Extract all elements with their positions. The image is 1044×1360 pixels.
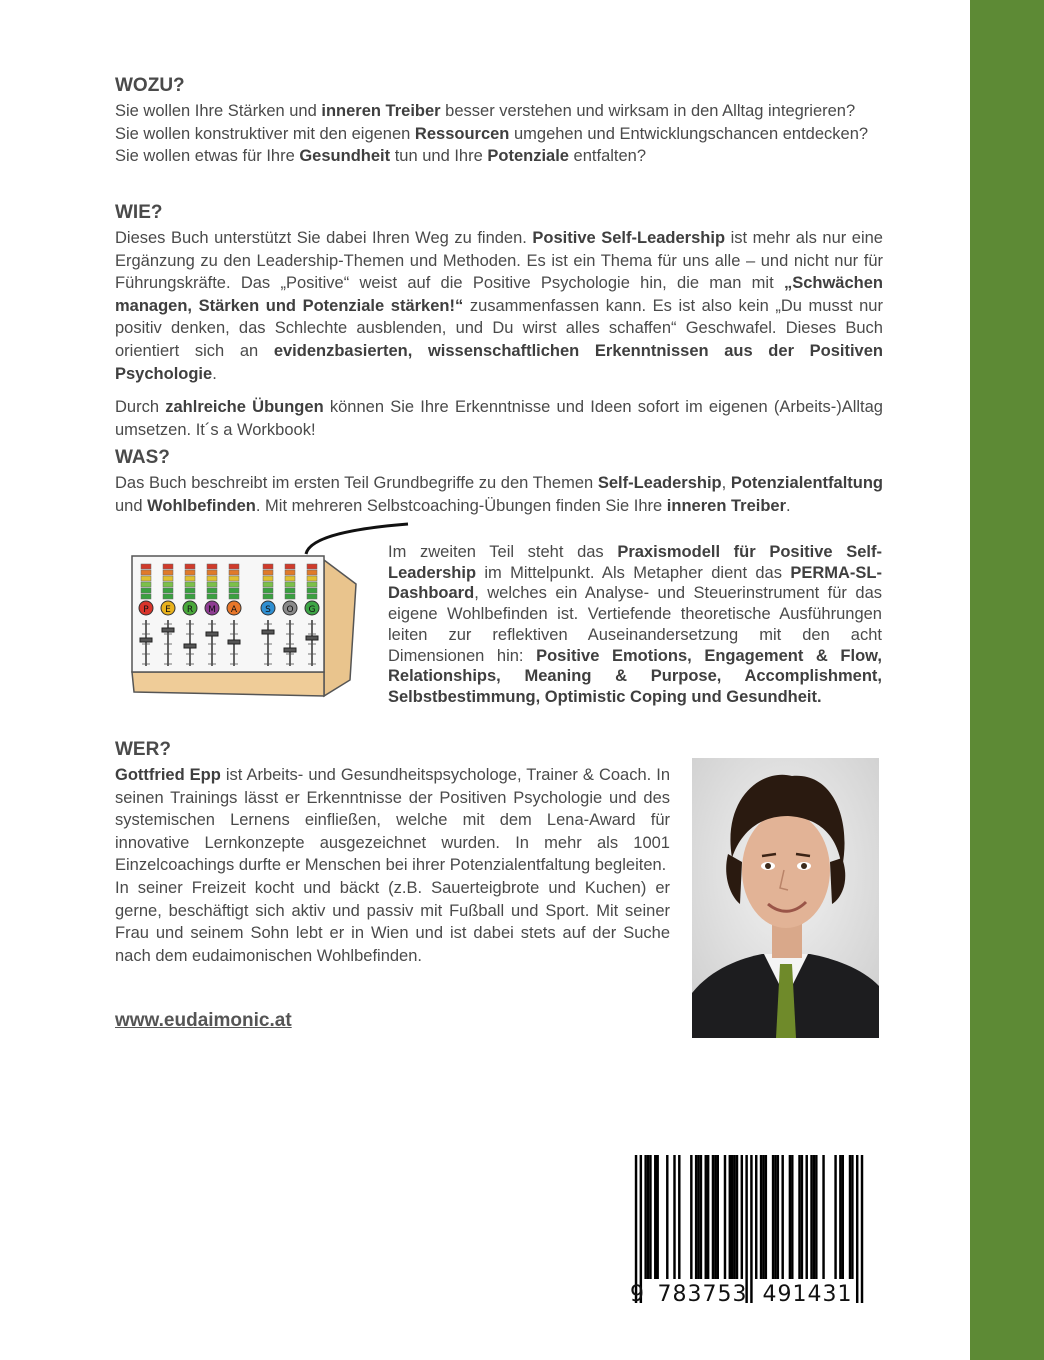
barcode-bar (842, 1155, 844, 1279)
barcode-bar (640, 1155, 642, 1303)
barcode-bar (805, 1155, 807, 1279)
isbn-first-digit: 9 (630, 1282, 645, 1307)
isbn-number (630, 1282, 868, 1307)
barcode-bar (714, 1155, 716, 1279)
barcode-bar (712, 1155, 714, 1279)
barcode-bar (656, 1155, 658, 1279)
heading-wozu: WOZU? (115, 75, 185, 96)
heading-wer: WER? (115, 739, 171, 760)
website-link[interactable]: www.eudaimonic.at (115, 1010, 292, 1031)
barcode-bar (861, 1155, 863, 1303)
barcode-bar (772, 1155, 774, 1279)
barcode-bar (801, 1155, 803, 1279)
barcode-bar (697, 1155, 699, 1279)
barcode-bar (834, 1155, 836, 1279)
svg-text:R: R (186, 605, 194, 615)
author-photo (692, 758, 879, 1038)
wozu-line-3: Sie wollen etwas für Ihre Gesundheit tun und Ihre Potenziale entfalten? (115, 147, 647, 166)
svg-text:G: G (308, 605, 316, 615)
barcode-bar (707, 1155, 709, 1279)
barcode-bar (741, 1155, 743, 1279)
barcode-bar (755, 1155, 757, 1279)
barcode-bar (822, 1155, 824, 1279)
section-wozu (115, 74, 883, 168)
barcode-bar (856, 1155, 858, 1303)
perma-sl-dashboard-illustration (128, 520, 418, 700)
section-was (115, 446, 883, 517)
was-paragraph-2: Im zweiten Teil steht das Praxismodell für Positive Self-Leadership im Mittelpunkt. Als Metapher dient das PERMA-SL-Dashboard, welches ein Analyse- und Steuerinstrument für das eigene Wohlbefinden ist. Vertiefende theoretische Ausführungen leiten zur reflektiven Auseinandersetzung mit den acht Dimensionen hin: Positive Emotions, Engagement & Flow, Relationships, Meaning & Purpose, Accomplishment, Selbstbestimmung, Optimistic Coping und Gesundheit. (388, 543, 882, 706)
barcode-bar (762, 1155, 764, 1279)
barcode-bar (839, 1155, 841, 1279)
barcode-bar (635, 1155, 637, 1303)
barcode-bar (736, 1155, 738, 1279)
barcode-bar (717, 1155, 719, 1279)
svg-text:E: E (165, 605, 171, 615)
barcode-bar (673, 1155, 675, 1279)
barcode-bar (724, 1155, 726, 1279)
barcode-bar (745, 1155, 747, 1303)
was-paragraph-1: Das Buch beschreibt im ersten Teil Grundbegriffe zu den Themen Self-Leadership, Potenzialentfaltung und Wohlbefinden. Mit mehreren Selbstcoaching-Übungen finden Sie Ihre inneren Treiber. (115, 474, 884, 515)
svg-text:M: M (208, 605, 216, 615)
heading-wie: WIE? (115, 202, 163, 223)
barcode-bar (690, 1155, 692, 1279)
barcode-bar (649, 1155, 651, 1279)
barcode-bar (733, 1155, 735, 1279)
section-wie (115, 201, 883, 441)
heading-was: WAS? (115, 447, 170, 468)
barcode-bar (851, 1155, 853, 1279)
wie-paragraph-1: Dieses Buch unterstützt Sie dabei Ihren Weg zu finden. Positive Self-Leadership ist mehr als nur eine Ergänzung zu den Leadership-Themen und Methoden. Es ist ein Thema für uns alle – und nicht nur für Führungskräfte. Das „Positive“ weist auf die Positive Psychologie hin, die man mit „Schwächen managen, Stärken und Potenziale stärken!“ zusammenfassen kann. Es ist also kein „Du musst nur positiv denken, das Schlechte ausblenden, und Du wirst alles schaffen“ Geschwafel. Dieses Buch orientiert sich an evidenzbasierten, wissenschaftlichen Erkenntnissen aus der Positiven Psychologie. (115, 229, 883, 383)
barcode-bar (791, 1155, 793, 1279)
barcode-bar (647, 1155, 649, 1279)
wie-paragraph-2: Durch zahlreiche Übungen können Sie Ihre Erkenntnisse und Ideen sofort im eigenen (Arbeits-)Alltag umsetzen. It´s a Workbook! (115, 398, 883, 439)
barcode-bar (789, 1155, 791, 1279)
barcode-bar (695, 1155, 697, 1279)
wozu-line-2: Sie wollen konstruktiver mit den eigenen Ressourcen umgehen und Entwicklungschancen entdecken? (115, 124, 869, 143)
svg-text:S: S (265, 605, 271, 615)
barcode-bar (678, 1155, 680, 1279)
barcode-bar (705, 1155, 707, 1279)
barcode-bar (644, 1155, 646, 1279)
barcode-bar (815, 1155, 817, 1279)
svg-text:O: O (286, 605, 294, 615)
barcode-bar (750, 1155, 752, 1303)
barcode-bar (654, 1155, 656, 1279)
isbn-right-digits: 491431 (762, 1282, 853, 1307)
barcode-bar (777, 1155, 779, 1279)
wer-paragraph-1: Gottfried Epp ist Arbeits- und Gesundheitspsychologe, Trainer & Coach. In seinen Trainings lässt er Erkenntnisse der Positiven Psychologie und des systemischen Lernens einfließen, welche mit dem Lena-Award für innovative Lernkonzepte ausgezeichnet wurden. In mehr als 1001 Einzelcoachings durfte er Menschen bei ihrer Potenzialentfaltung begleiten. (115, 766, 671, 875)
section-wer (115, 738, 670, 967)
barcode-bar (731, 1155, 733, 1279)
barcode-bar (813, 1155, 815, 1279)
barcode-bar (798, 1155, 800, 1279)
barcode-bar (700, 1155, 702, 1279)
barcode-bar (760, 1155, 762, 1279)
wer-paragraph-2: In seiner Freizeit kocht und bäckt (z.B. Sauerteigbrote und Kuchen) er gerne, beschäftigt sich aktiv und passiv mit Fußball und Sport. Mit seiner Frau und seinem Sohn lebt er in Wien und ist dabei stets auf der Suche nach dem eudaimonischen Wohlbefinden. (115, 878, 670, 965)
barcode-bar (810, 1155, 812, 1279)
isbn-left-digits: 783753 (657, 1282, 748, 1307)
barcode-bar (765, 1155, 767, 1279)
svg-text:A: A (230, 605, 238, 615)
green-side-bar (970, 0, 1044, 1360)
svg-text:P: P (143, 605, 149, 615)
barcode-bar (666, 1155, 668, 1279)
barcode-bar (729, 1155, 731, 1279)
barcode-bar (849, 1155, 851, 1279)
barcode-bar (781, 1155, 783, 1279)
wozu-line-1: Sie wollen Ihre Stärken und inneren Treiber besser verstehen und wirksam in den Alltag integrieren? (115, 102, 856, 120)
barcode-bar (774, 1155, 776, 1279)
